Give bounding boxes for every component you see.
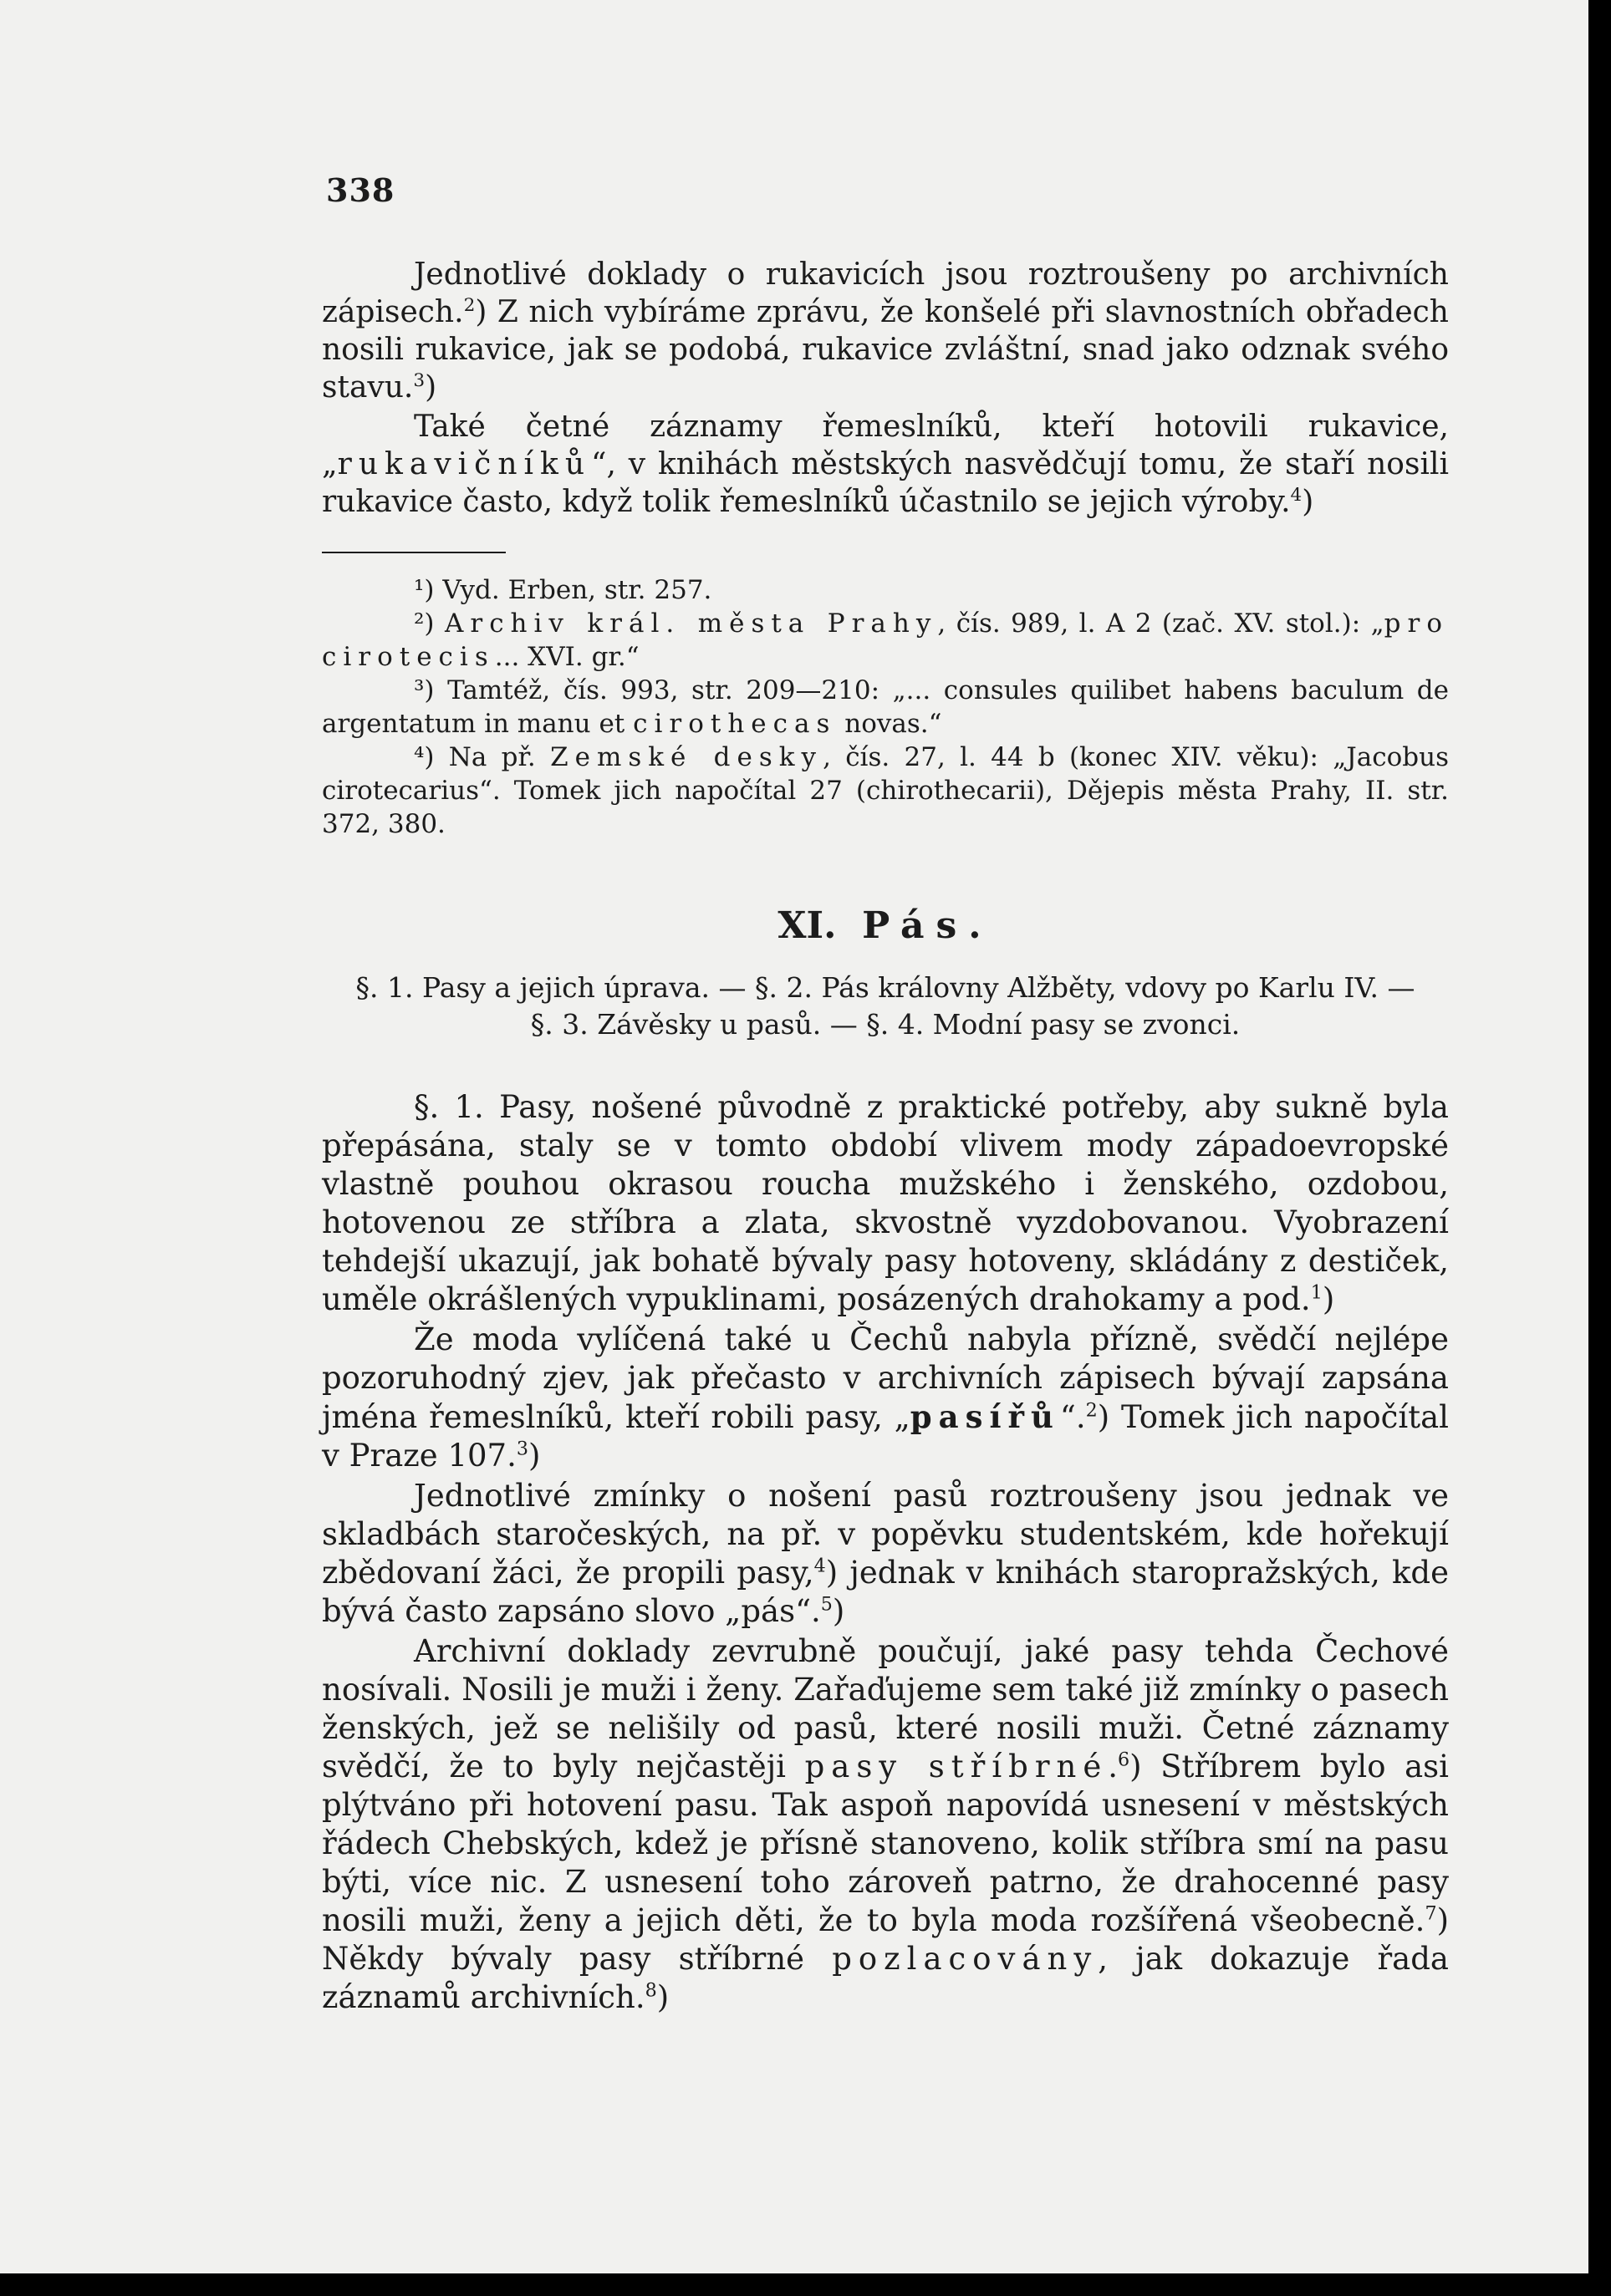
intro-text: [322, 256, 1449, 522]
contents-line: §. 3. Závěsky u pasů. — §. 4. Modní pasy se zvonci.: [530, 1008, 1241, 1041]
body-paragraph-2: Že moda vylíčená také u Čechů nabyla přízně, svědčí nejlépe pozoruhodný zjev, jak přečasto v archivních zápisech bývají zapsána jména řemeslníků, kteří robili pasy, „pasířů“.$^2$) Tomek jich napočítal v Praze 107.$^3$): [322, 1321, 1449, 1474]
main-text: [322, 1088, 1449, 2019]
body-paragraph-3: Jednotlivé zmínky o nošení pasů roztroušeny jsou jednak ve skladbách staročeských, na př. v popěvku studentském, kde hořekují zbědovaní žáci, že propili pasy,$^4$) jednak v knihách staropražských, kde bývá často zapsáno slovo „pás“.$^5$): [322, 1478, 1449, 1629]
page-number: 338: [326, 171, 395, 209]
chapter-numeral: XI.: [777, 904, 837, 947]
footnote-2: ²) Archiv král. města Prahy, čís. 989, l. A 2 (zač. XV. stol.): „pro cirotecis... XVI. gr.“: [322, 608, 1449, 672]
body-paragraph-4: Archivní doklady zevrubně poučují, jaké pasy tehda Čechové nosívali. Nosili je muži i ženy. Zařaďujeme sem také již zmínky o pasech ženských, jež se nelišily od pasů, které nosili muži. Četné záznamy svědčí, že to byly nejčastěji pasy stříbrné.$^6$) Stříbrem bylo asi plýtváno při hotovení pasu. Tak aspoň napovídá usnesení v městských řádech Chebských, kdež je přísně stanoveno, kolik stříbra smí na pasu býti, více nic. Z usnesení toho zároveň patrno, že drahocenné pasy nosili muži, ženy a jejich děti, že to byla moda rozšířená všeobecně.$^7$) Někdy bývaly pasy stříbrné pozlacovány, jak dokazuje řada záznamů archivních.$^8$): [322, 1633, 1449, 2015]
contents-line: §. 1. Pasy a jejich úprava. — §. 2. Pás královny Alžběty, vdovy po Karlu IV. —: [355, 971, 1415, 1004]
footnote-1: ¹) Vyd. Erben, str. 257.: [414, 575, 712, 605]
chapter-title-word: Pás.: [862, 904, 993, 947]
footnote-rule: [322, 552, 506, 553]
footnote-3: ³) Tamtéž, čís. 993, str. 209—210: „... consules quilibet habens baculum de argentatum in manu et cirothecas novas.“: [322, 675, 1449, 739]
intro-paragraph-1: Jednotlivé doklady o rukavicích jsou roztroušeny po archivních zápisech.$^2$) Z nich vybíráme zprávu, že konšelé při slavnostních obřadech nosili rukavice, jak se podobá, rukavice zvláštní, snad jako odznak svého stavu.$^3$): [322, 257, 1449, 405]
footnote-4: ⁴) Na př. Zemské desky, čís. 27, l. 44 b (konec XIV. věku): „Jacobus cirotecarius“. Tomek jich napočítal 27 (chirothecarii), Dějepis města Prahy, II. str. 372, 380.: [322, 742, 1449, 839]
chapter-contents: [322, 970, 1449, 1043]
chapter-title: [322, 904, 1449, 947]
footnotes: [322, 573, 1449, 841]
body-paragraph-1: §. 1. Pasy, nošené původně z praktické potřeby, aby sukně byla přepásána, staly se v tomto období vlivem mody západoevropské vlastně pouhou okrasou roucha mužského i ženského, ozdobou, hotovenou ze stříbra a zlata, skvostně vyzdobovanou. Vyobrazení tehdejší ukazují, jak bohatě bývaly pasy hotoveny, skládány z destiček, uměle okrášlených vypuklinami, posázených drahokamy a pod.$^1$): [322, 1089, 1449, 1317]
intro-paragraph-2: Také četné záznamy řemeslníků, kteří hotovili rukavice, „rukavičníků“, v knihách městských nasvědčují tomu, že staří nosili rukavice často, když tolik řemeslníků účastnilo se jejich výroby.$^4$): [322, 410, 1449, 519]
